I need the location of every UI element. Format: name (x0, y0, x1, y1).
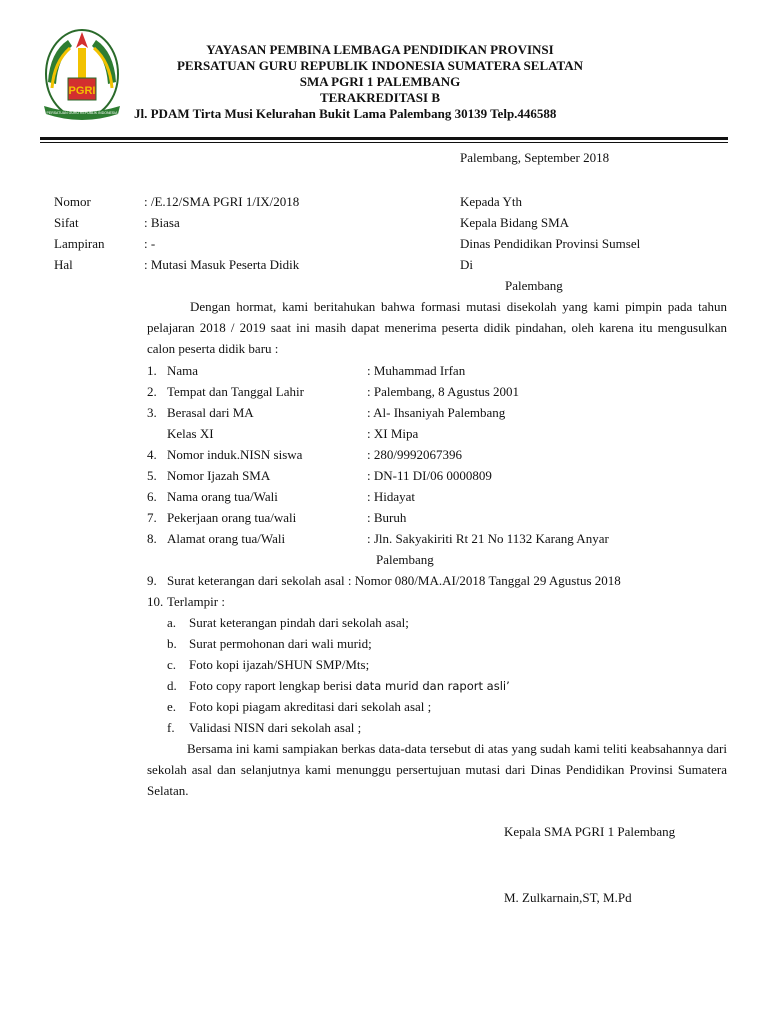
attachment-text (189, 678, 510, 694)
attachment-text: Foto kopi piagam akreditasi dari sekolah asal ; (189, 699, 432, 714)
attachment-text: Surat permohonan dari wali murid; (189, 636, 372, 651)
header-line-1: YAYASAN PEMBINA LEMBAGA PENDIDIKAN PROVINSI (206, 42, 554, 57)
item-value: : Jln. Sakyakiriti Rt 21 No 1132 Karang Anyar (367, 531, 609, 546)
attachment-letter: f. (167, 720, 175, 735)
item-label: Pekerjaan orang tua/wali (167, 510, 297, 525)
item-value: : Muhammad Irfan (367, 363, 466, 378)
meta-value-lampiran: : - (144, 236, 156, 251)
attachment-text: Validasi NISN dari sekolah asal ; (189, 720, 362, 735)
header-rule-thin (40, 142, 728, 143)
attachment-text-main: Foto copy raport lengkap berisi (189, 678, 356, 693)
item-label: Alamat orang tua/Wali (167, 531, 286, 546)
header-rule-thick (40, 137, 728, 140)
meta-label-hal: Hal (54, 257, 73, 272)
attachment-letter: b. (167, 636, 177, 651)
letter-date: Palembang, September 2018 (460, 150, 610, 165)
item-value: : Al- Ihsaniyah Palembang (367, 405, 506, 420)
item-text: Surat keterangan dari sekolah asal : Nomor 080/MA.AI/2018 Tanggal 29 Agustus 2018 (167, 573, 621, 588)
item-label: Kelas XI (167, 426, 214, 441)
item-number: 6. (147, 489, 157, 504)
recipient-line-1: Kepada Yth (460, 194, 522, 209)
item-value-continuation: Palembang (376, 552, 434, 567)
item-number: 4. (147, 447, 157, 462)
item-label: Nomor Ijazah SMA (167, 468, 271, 483)
item-number: 3. (147, 405, 157, 420)
item-label: Nomor induk.NISN siswa (167, 447, 303, 462)
item-value: : Hidayat (367, 489, 416, 504)
item-label: Berasal dari MA (167, 405, 254, 420)
item-label: Nama orang tua/Wali (167, 489, 278, 504)
intro-paragraph: Dengan hormat, kami beritahukan bahwa formasi mutasi disekolah yang kami pimpin pada tahun pelajaran 2018 / 2019 saat ini masih dapat menerima peserta didik pindahan, oleh karena itu mengusulkan calon peserta didik baru : (147, 299, 727, 356)
item-value: : DN-11 DI/06 0000809 (367, 468, 492, 483)
attachment-letter: a. (167, 615, 177, 630)
item-number: 8. (147, 531, 157, 546)
recipient-line-2: Kepala Bidang SMA (460, 215, 570, 230)
item-number: 1. (147, 363, 157, 378)
item-number: 2. (147, 384, 157, 399)
header-line-4: TERAKREDITASI B (319, 90, 441, 105)
meta-value-hal: : Mutasi Masuk Peserta Didik (144, 257, 300, 272)
header-line-3: SMA PGRI 1 PALEMBANG (299, 74, 461, 89)
closing-paragraph: Bersama ini kami sampiakan berkas data-data tersebut di atas yang sudah kami teliti keabsahannya dari sekolah asal dan selanjutnya kami menunggu persertujuan mutasi dari Dinas Pendidikan Provinsi Sumatera Selatan. (147, 741, 727, 798)
item-number: 7. (147, 510, 157, 525)
attachment-letter: d. (167, 678, 177, 693)
attachment-text: Surat keterangan pindah dari sekolah asal; (189, 615, 409, 630)
item-value: : 280/9992067396 (367, 447, 462, 462)
header-address: Jl. PDAM Tirta Musi Kelurahan Bukit Lama Palembang 30139 Telp.446588 (134, 106, 557, 121)
attachment-text-extra: data murid dan raport asli’ (355, 679, 510, 693)
attachment-text: Foto kopi ijazah/SHUN SMP/Mts; (189, 657, 370, 672)
item-label: Tempat dan Tanggal Lahir (167, 384, 304, 399)
meta-value-nomor: : /E.12/SMA PGRI 1/IX/2018 (144, 194, 300, 209)
signature-name: M. Zulkarnain,ST, M.Pd (504, 890, 632, 905)
logo-ribbon: PERSATUAN GURU REPUBLIK INDONESIA (46, 111, 118, 115)
item-label: Nama (167, 363, 199, 378)
item-number: 10. (147, 594, 164, 609)
item-value: : Palembang, 8 Agustus 2001 (367, 384, 520, 399)
attachment-letter: e. (167, 699, 177, 714)
item-text: Terlampir : (167, 594, 225, 609)
item-number: 9. (147, 573, 157, 588)
recipient-line-4: Di (460, 257, 473, 272)
logo-text: PGRI (68, 85, 96, 97)
header-line-2: PERSATUAN GURU REPUBLIK INDONESIA SUMATERA SELATAN (176, 58, 584, 73)
attachment-letter: c. (167, 657, 177, 672)
signature-title: Kepala SMA PGRI 1 Palembang (504, 824, 676, 839)
recipient-line-5: Palembang (505, 278, 563, 293)
item-value: : Buruh (367, 510, 407, 525)
meta-label-lampiran: Lampiran (54, 236, 105, 251)
recipient-line-3: Dinas Pendidikan Provinsi Sumsel (460, 236, 641, 251)
item-value: : XI Mipa (367, 426, 419, 441)
meta-label-nomor: Nomor (54, 194, 91, 209)
meta-value-sifat: : Biasa (144, 215, 180, 230)
meta-label-sifat: Sifat (54, 215, 79, 230)
item-number: 5. (147, 468, 157, 483)
